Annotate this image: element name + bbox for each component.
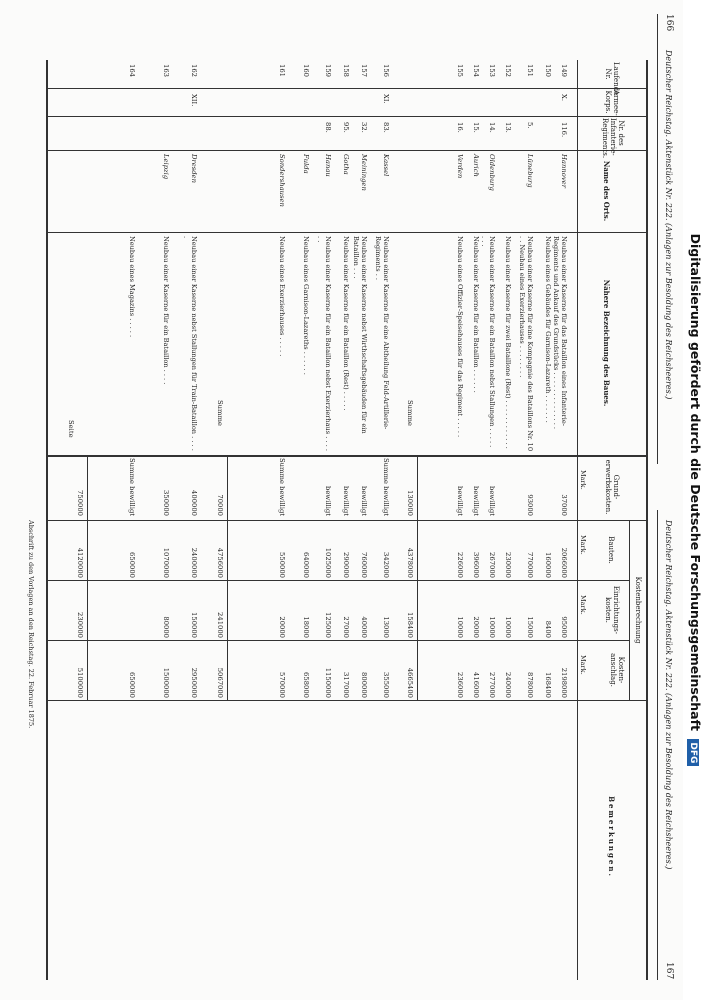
row-bauten: 290000 [342, 552, 350, 578]
row-ort-name: Oldenburg [488, 154, 496, 191]
row-beschreibung: Neubau einer Kaserne für das Bataillon eines Infanterie-Regiments und Ankauf des Grundstücks . . . . . . . . . . . . . . [551, 236, 568, 430]
header-title-right: Deutscher Reichstag. Aktenstück Nr. 222. (Anlagen zur Besoldung des Reichsheeres.) [664, 520, 673, 870]
gesamtsumme-ges: 5100000 [76, 667, 84, 698]
row-einrichtung: 15000 [526, 616, 534, 638]
row-grunderwerb: Summe bewilligt [128, 458, 136, 517]
row-regiment-nr: 15. [472, 122, 480, 133]
row-laufende-nr: 157 [360, 64, 368, 77]
row-beschreibung: Neubau einer Kaserne für zwei Bataillone (Rest) . . . . . . . . . . . . [504, 236, 512, 449]
col-header-bemerkungen: Bemerkungen. [607, 796, 616, 878]
zwischensumme-1-ges: 4665400 [406, 667, 414, 698]
unit-mark: Mark. [579, 535, 587, 555]
row-bauten: 1070000 [162, 547, 170, 578]
row-laufende-nr: 161 [278, 64, 286, 77]
row-grunderwerb: 93000 [526, 494, 534, 516]
row-grunderwerb: bewilligt [360, 486, 368, 516]
col-header-gesamtkosten: Kosten-anschlag. [609, 653, 625, 687]
row-ort-name: Hannover [560, 154, 568, 188]
row-beschreibung: Neubau einer Kaserne für eine Kompagnie des Bataillons Nr. 10 . . Neubau eines Exerzierhauses . . . . . . . . [517, 236, 534, 452]
col-divider [48, 150, 648, 151]
row-grunderwerb: bewilligt [456, 486, 464, 516]
row-bauten: 267000 [488, 552, 496, 578]
row-bauten: 1025000 [324, 547, 332, 578]
row-ort-name: Kassel [382, 154, 390, 177]
row-bauten: 160000 [544, 552, 552, 578]
col-divider [48, 640, 630, 641]
row-ort-name: Meiningen [360, 154, 368, 191]
zwischensumme-2-grund: 70000 [216, 494, 224, 516]
row-bauten: 2400000 [190, 547, 198, 578]
row-bauten: 226000 [456, 552, 464, 578]
row-laufende-nr: 156 [382, 64, 390, 77]
row-beschreibung: Neubau eines Offizier-Speisehauses für das Regiment . . . . . [456, 236, 464, 438]
row-laufende-nr: 163 [162, 64, 170, 77]
col-divider [48, 116, 648, 117]
row-bauten: 760000 [360, 552, 368, 578]
sum-rule [87, 457, 88, 700]
row-regiment-nr: 32. [360, 122, 368, 133]
row-einrichtung: 10000 [488, 616, 496, 638]
row-beschreibung: Neubau einer Kaserne für eine Abtheilung Feld-Artillerie-Regiments . . [373, 236, 390, 430]
row-grunderwerb: 400000 [190, 490, 198, 516]
row-gesamtkosten: 355000 [382, 672, 390, 698]
row-gesamtkosten: 1500000 [162, 667, 170, 698]
row-laufende-nr: 162 [190, 64, 198, 77]
row-laufende-nr: 158 [342, 64, 350, 77]
zwischensumme-2-bau: 4756000 [216, 547, 224, 578]
row-ort-name: Sondershausen [278, 154, 286, 207]
zwischensumme-2-ges: 5067000 [216, 667, 224, 698]
row-einrichtung: 18000 [302, 616, 310, 638]
seite-label: Seite [67, 420, 75, 438]
row-ort-name: Gotha [342, 154, 350, 175]
row-grunderwerb: 350000 [162, 490, 170, 516]
row-regiment-nr: 5. [526, 122, 534, 129]
row-beschreibung: Neubau einer Kaserne nebst Stallungen für Train-Bataillon . . . . . [181, 236, 198, 451]
col-divider [48, 700, 648, 701]
unit-mark: Mark. [579, 470, 587, 490]
zwischensumme-1-einr: 158400 [406, 612, 414, 638]
col-divider [48, 580, 630, 581]
row-einrichtung: 40000 [360, 616, 368, 638]
row-bauten: 770000 [526, 552, 534, 578]
row-beschreibung: Neubau einer Kaserne für ein Bataillon nebst Stallungen . . . . . . . . [479, 236, 496, 448]
row-regiment-nr: 95. [342, 122, 350, 133]
row-laufende-nr: 160 [302, 64, 310, 77]
row-gesamtkosten: 277000 [488, 672, 496, 698]
gesamtsumme-bau: 4120000 [76, 547, 84, 578]
row-gesamtkosten: 1150000 [324, 667, 332, 698]
row-grunderwerb: Summe bewilligt [382, 458, 390, 517]
row-einrichtung: 80000 [162, 616, 170, 638]
row-laufende-nr: 155 [456, 64, 464, 77]
row-gesamtkosten: 240000 [504, 672, 512, 698]
row-bauten: 396000 [472, 552, 480, 578]
row-laufende-nr: 152 [504, 64, 512, 77]
col-divider [48, 520, 648, 521]
row-laufende-nr: 149 [560, 64, 568, 77]
row-ort-name: Lüneburg [526, 154, 534, 188]
row-ort-name: Fulda [302, 154, 310, 174]
row-gesamtkosten: 650000 [128, 672, 136, 698]
gesamtsumme-einr: 230000 [76, 612, 84, 638]
gesamtsumme-grund: 750000 [76, 490, 84, 516]
row-regiment-nr: 83. [382, 122, 390, 133]
row-einrichtung: 20000 [278, 616, 286, 638]
row-beschreibung: Neubau einer Kaserne für ein Bataillon . . . . . . [472, 236, 480, 393]
row-beschreibung: Neubau einer Kaserne für ein Bataillon (Rest) . . . . . [342, 236, 350, 411]
row-regiment-nr: 13. [504, 122, 512, 133]
zwischensumme-1-grund: 130000 [406, 490, 414, 516]
row-armee-korps: X. [560, 94, 568, 101]
row-bauten: 640000 [302, 552, 310, 578]
row-grunderwerb: 37000 [560, 494, 568, 516]
row-regiment-nr: 116. [560, 122, 568, 138]
col-header-laufende-nr: Laufende Nr. [604, 62, 620, 96]
row-regiment-nr: 14. [488, 122, 496, 133]
header-rule-left [657, 14, 658, 464]
col-header-ort: Name des Orts. [602, 160, 611, 222]
row-einrichtung: 10000 [456, 616, 464, 638]
footer-note: Abschrift zu den Vorlagen an den Reichstag. 22. Februar 1875. [27, 520, 35, 729]
row-einrichtung: 150000 [190, 612, 198, 638]
row-ort-name: Verden [456, 154, 464, 179]
row-ort-name: Aurich [472, 154, 480, 177]
header-title-left: Deutscher Reichstag. Aktenstück Nr. 222. (Anlagen zur Besoldung des Reichsheeres.) [664, 50, 673, 400]
row-gesamtkosten: 416000 [472, 672, 480, 698]
row-laufende-nr: 151 [526, 64, 534, 77]
row-gesamtkosten: 168400 [544, 672, 552, 698]
summe-label-2: Summe [216, 400, 224, 426]
row-einrichtung: 20000 [472, 616, 480, 638]
row-gesamtkosten: 317000 [342, 672, 350, 698]
row-gesamtkosten: 878000 [526, 672, 534, 698]
row-einrichtung: 125000 [324, 612, 332, 638]
row-bauten: 2066000 [560, 547, 568, 578]
row-einrichtung: 8400 [544, 620, 552, 638]
dfg-watermark [683, 0, 707, 1000]
row-gesamtkosten: 658000 [302, 672, 310, 698]
row-bauten: 650000 [128, 552, 136, 578]
zwischensumme-1-bau: 4378000 [406, 547, 414, 578]
col-header-kostenberechnung: Kostenberechnung [634, 576, 642, 644]
col-divider-main [48, 455, 648, 457]
page-number-left: 166 [664, 14, 674, 32]
dfg-logo-badge: DFG [687, 739, 699, 766]
col-header-bauten: Bauten. [607, 536, 615, 564]
row-grunderwerb: Summe bewilligt [278, 458, 286, 517]
row-grunderwerb: bewilligt [472, 486, 480, 516]
row-gesamtkosten: 570000 [278, 672, 286, 698]
row-regiment-nr: 16. [456, 122, 464, 133]
row-beschreibung: Neubau eines Gebäudes für Garnison-Lazareth . . . . . . . [544, 236, 552, 423]
sum-rule [227, 457, 228, 700]
row-ort-name: Dresden [190, 154, 198, 183]
row-gesamtkosten: 2198000 [560, 667, 568, 698]
col-header-einrichtung: Einrichtungs-kosten. [604, 585, 620, 635]
row-bauten: 230000 [504, 552, 512, 578]
row-bauten: 342000 [382, 552, 390, 578]
row-laufende-nr: 164 [128, 64, 136, 77]
row-einrichtung: 95000 [560, 616, 568, 638]
dfg-watermark-text: Digitalisierung gefördert durch die Deutsche Forschungsgemeinschaft [688, 233, 703, 731]
sum-rule [417, 457, 418, 700]
unit-mark: Mark. [579, 655, 587, 675]
row-grunderwerb: bewilligt [342, 486, 350, 516]
dfg-watermark-strip [683, 0, 707, 1000]
row-ort-name: Hanau [324, 154, 332, 177]
row-grunderwerb: bewilligt [324, 486, 332, 516]
row-armee-korps: XI. [382, 94, 390, 104]
summe-label-1: Summe [406, 400, 414, 426]
row-beschreibung: Neubau einer Kaserne für ein Bataillon nebst Exerzierhaus . . . . . . [315, 236, 332, 451]
row-einrichtung: 27000 [342, 616, 350, 638]
row-beschreibung: Neubau eines Garnison-Lazareths . . . . . . [302, 236, 310, 375]
row-einrichtung: 10000 [504, 616, 512, 638]
header-rule-right [657, 510, 658, 980]
col-header-bezeichnung: Nähere Bezeichnung des Baues. [602, 279, 611, 407]
kostenberechnung-rule [629, 520, 630, 700]
row-einrichtung: 13000 [382, 616, 390, 638]
row-beschreibung: Neubau eines Magazins . . . . . [128, 236, 136, 338]
row-beschreibung: Neubau einer Kaserne für ein Bataillon . . . . [162, 236, 170, 385]
col-divider [48, 88, 648, 89]
col-header-grunderwerb: Grund-erwerbskosten. [604, 459, 620, 515]
row-laufende-nr: 159 [324, 64, 332, 77]
row-regiment-nr: 88. [324, 122, 332, 133]
unit-mark: Mark. [579, 595, 587, 615]
row-gesamtkosten: 2950000 [190, 667, 198, 698]
row-bauten: 550000 [278, 552, 286, 578]
table-bottom-rule [46, 60, 48, 980]
row-gesamtkosten: 236000 [456, 672, 464, 698]
zwischensumme-2-einr: 241000 [216, 612, 224, 638]
row-beschreibung: Neubau eines Exerzierhauses . . . . . [278, 236, 286, 357]
col-divider [48, 232, 648, 233]
row-grunderwerb: bewilligt [488, 486, 496, 516]
row-gesamtkosten: 800000 [360, 672, 368, 698]
row-armee-korps: XII. [190, 94, 198, 107]
row-beschreibung: Neubau einer Kaserne nebst Wirthschaftsgebäuden für ein Bataillon . . . [351, 236, 368, 434]
row-laufende-nr: 154 [472, 64, 480, 77]
page-number-right: 167 [664, 962, 674, 980]
row-laufende-nr: 153 [488, 64, 496, 77]
col-header-armee-korps: Armee-Korps. [604, 90, 620, 116]
row-ort-name: Leipzig [162, 154, 170, 180]
row-laufende-nr: 150 [544, 64, 552, 77]
col-header-regiment: Nr. des Infanterie-Regiments. [601, 118, 625, 159]
